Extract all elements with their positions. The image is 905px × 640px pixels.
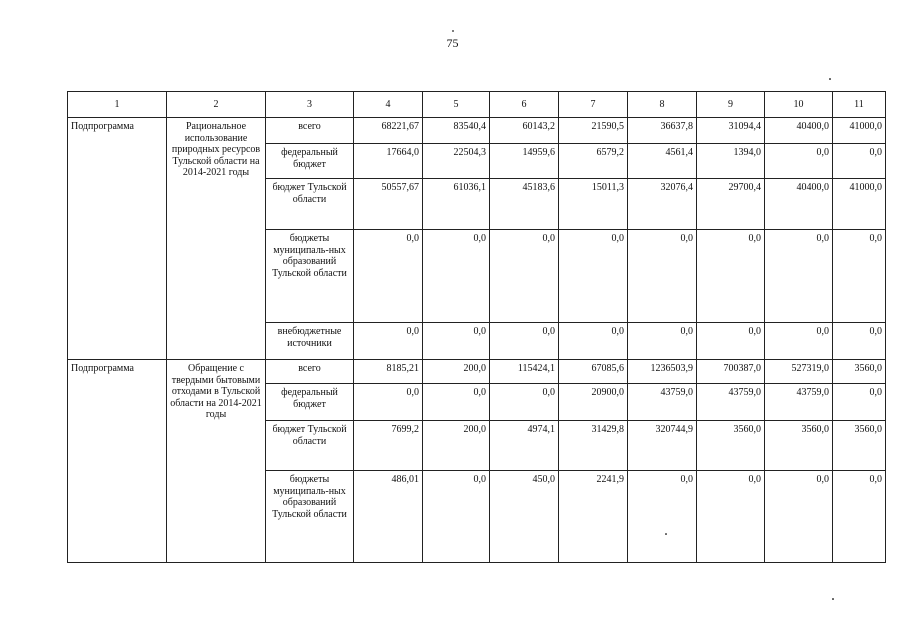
value-cell: 700387,0 [697,360,765,384]
funding-source-cell: всего [266,118,354,144]
value-cell: 17664,0 [354,144,423,179]
value-cell: 0,0 [765,144,833,179]
column-number: 2 [167,92,266,118]
value-cell: 50557,67 [354,179,423,230]
scan-speck [829,78,831,80]
column-number: 4 [354,92,423,118]
column-number: 3 [266,92,354,118]
column-number-row [68,92,886,118]
value-cell: 68221,67 [354,118,423,144]
value-cell: 60143,2 [490,118,559,144]
value-cell: 3560,0 [765,421,833,471]
value-cell: 0,0 [423,384,490,421]
value-cell: 22504,3 [423,144,490,179]
value-cell: 0,0 [765,471,833,563]
value-cell: 41000,0 [833,179,886,230]
value-cell: 3560,0 [833,360,886,384]
funding-source-cell: федеральный бюджет [266,144,354,179]
scan-speck [832,598,834,600]
value-cell: 200,0 [423,421,490,471]
value-cell: 41000,0 [833,118,886,144]
value-cell: 527319,0 [765,360,833,384]
value-cell: 450,0 [490,471,559,563]
value-cell: 0,0 [423,230,490,323]
value-cell: 0,0 [490,384,559,421]
value-cell: 0,0 [354,323,423,360]
value-cell: 0,0 [833,144,886,179]
funding-source-cell: всего [266,360,354,384]
value-cell: 40400,0 [765,118,833,144]
program-type-cell: Подпрограмма [68,360,167,563]
value-cell: 6579,2 [559,144,628,179]
funding-source-cell: бюджет Тульской области [266,421,354,471]
column-number: 6 [490,92,559,118]
funding-source-cell: федеральный бюджет [266,384,354,421]
value-cell: 20900,0 [559,384,628,421]
column-number: 8 [628,92,697,118]
table-row [68,118,886,144]
column-number: 11 [833,92,886,118]
value-cell: 61036,1 [423,179,490,230]
value-cell: 0,0 [490,230,559,323]
program-name-cell: Обращение с твердыми бытовыми отходами в Тульской области на 2014-2021 годы [167,360,266,563]
value-cell: 29700,4 [697,179,765,230]
page-number: 75 [446,36,459,50]
value-cell: 0,0 [423,323,490,360]
scan-speck [452,30,454,32]
value-cell: 43759,0 [628,384,697,421]
value-cell: 43759,0 [697,384,765,421]
value-cell: 115424,1 [490,360,559,384]
value-cell: 32076,4 [628,179,697,230]
program-type-cell: Подпрограмма [68,118,167,360]
value-cell: 1394,0 [697,144,765,179]
value-cell: 320744,9 [628,421,697,471]
value-cell: 0,0 [833,471,886,563]
column-number: 5 [423,92,490,118]
scan-speck [665,533,667,535]
value-cell: 21590,5 [559,118,628,144]
funding-source-cell: бюджет Тульской области [266,179,354,230]
value-cell: 0,0 [354,384,423,421]
value-cell: 0,0 [765,323,833,360]
value-cell: 0,0 [628,230,697,323]
value-cell: 0,0 [628,323,697,360]
value-cell: 4561,4 [628,144,697,179]
value-cell: 0,0 [697,471,765,563]
funding-source-cell: внебюджетные источники [266,323,354,360]
value-cell: 31429,8 [559,421,628,471]
value-cell: 3560,0 [833,421,886,471]
value-cell: 0,0 [559,230,628,323]
value-cell: 8185,21 [354,360,423,384]
value-cell: 0,0 [628,471,697,563]
value-cell: 0,0 [833,384,886,421]
value-cell: 0,0 [765,230,833,323]
value-cell: 1236503,9 [628,360,697,384]
value-cell: 67085,6 [559,360,628,384]
value-cell: 31094,4 [697,118,765,144]
value-cell: 0,0 [354,230,423,323]
funding-table [67,91,886,563]
table-row [68,360,886,384]
value-cell: 0,0 [559,323,628,360]
column-number: 9 [697,92,765,118]
value-cell: 4974,1 [490,421,559,471]
value-cell: 0,0 [697,230,765,323]
value-cell: 7699,2 [354,421,423,471]
value-cell: 486,01 [354,471,423,563]
value-cell: 0,0 [697,323,765,360]
value-cell: 0,0 [833,323,886,360]
value-cell: 3560,0 [697,421,765,471]
value-cell: 0,0 [423,471,490,563]
value-cell: 83540,4 [423,118,490,144]
column-number: 10 [765,92,833,118]
program-name-cell: Рациональное использование природных ресурсов Тульской области на 2014-2021 годы [167,118,266,360]
value-cell: 43759,0 [765,384,833,421]
value-cell: 0,0 [833,230,886,323]
value-cell: 45183,6 [490,179,559,230]
value-cell: 14959,6 [490,144,559,179]
value-cell: 2241,9 [559,471,628,563]
value-cell: 36637,8 [628,118,697,144]
column-number: 7 [559,92,628,118]
funding-source-cell: бюджеты муниципаль-ных образований Тульской области [266,230,354,323]
funding-source-cell: бюджеты муниципаль-ных образований Тульской области [266,471,354,563]
value-cell: 0,0 [490,323,559,360]
column-number: 1 [68,92,167,118]
value-cell: 40400,0 [765,179,833,230]
value-cell: 200,0 [423,360,490,384]
value-cell: 15011,3 [559,179,628,230]
